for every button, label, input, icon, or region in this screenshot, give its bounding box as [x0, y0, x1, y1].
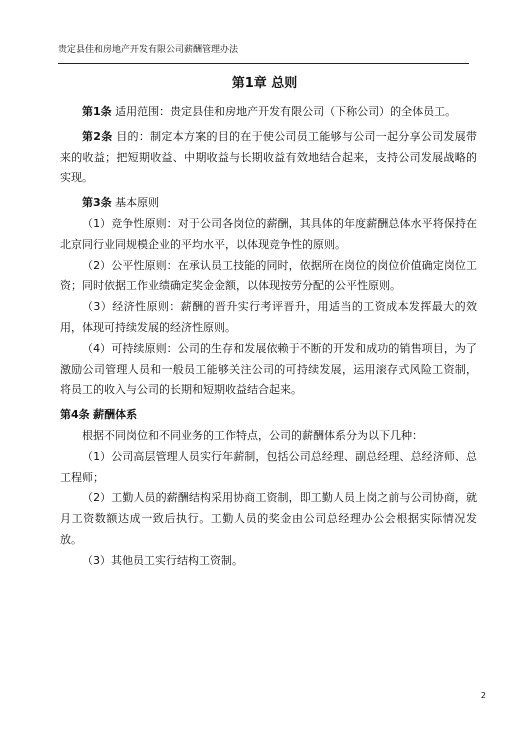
- article-3-heading: [60, 193, 477, 214]
- chapter-title: 第1章 总则: [231, 76, 298, 91]
- article-2-label: 第2条: [82, 129, 113, 143]
- article-3-item: （2）公平性原则：在承认员工技能的同时，依据所在岗位的岗位价值确定岗位工资；同时依据工作业绩确定奖金金额，以体现按劳分配的公平性原则。: [60, 258, 477, 293]
- header-divider: [58, 63, 469, 64]
- document-header: 贵定县佳和房地产开发有限公司薪酬管理办法: [58, 45, 239, 55]
- article-1-text: 适用范围：贵定县佳和房地产开发有限公司（下称公司）的全体员工。: [115, 105, 457, 118]
- article-3-item: （1）竞争性原则：对于公司各岗位的薪酬，其具体的年度薪酬总体水平将保持在北京同行业同规模企业的平均水平，以体现竞争性的原则。: [60, 216, 477, 251]
- page-number: 2: [480, 691, 486, 700]
- article-3-item: （4）可持续原则：公司的生存和发展依赖于不断的开发和成功的销售项目，为了激励公司管理人员和一般员工能够关注公司的可持续发展，运用滚存式风险工资制，将员工的收入与公司的长期和短期收益结合起来。: [60, 341, 477, 397]
- article-4-item: （2）工勤人员的薪酬结构采用协商工资制，即工勤人员上岗之前与公司协商，就月工资数额达成一致后执行。工勤人员的奖金由公司总经理办公会根据实际情况发放。: [60, 491, 477, 546]
- article-1-label: 第1条: [82, 105, 112, 118]
- article-2: [60, 127, 477, 189]
- article-4-label: 第4条: [60, 408, 90, 422]
- article-3-label: 第3条: [82, 196, 112, 210]
- article-4-heading-text: 薪酬体系: [93, 408, 138, 422]
- article-3-item: （3）经济性原则：薪酬的晋升实行考评晋升，用适当的工资成本发挥最大的效用，体现可持续发展的经济性原则。: [60, 300, 477, 334]
- article-1: [60, 102, 477, 123]
- article-4-item: （3）其他员工实行结构工资制。: [82, 553, 243, 567]
- document-body: [60, 102, 477, 572]
- article-4-heading: [60, 405, 477, 426]
- article-4-item: （1）公司高层管理人员实行年薪制，包括公司总经理、副总经理、总经济师、总工程师；: [60, 449, 477, 484]
- article-3-heading-text: 基本原则: [115, 196, 160, 210]
- article-4-intro: 根据不同岗位和不同业务的工作特点，公司的薪酬体系分为以下几种：: [82, 428, 423, 442]
- article-2-text: 目的：制定本方案的目的在于使公司员工能够与公司一起分享公司发展带来的收益；把短期收益、中期收益与长期收益有效地结合起来，支持公司发展战略的实现。: [60, 129, 477, 185]
